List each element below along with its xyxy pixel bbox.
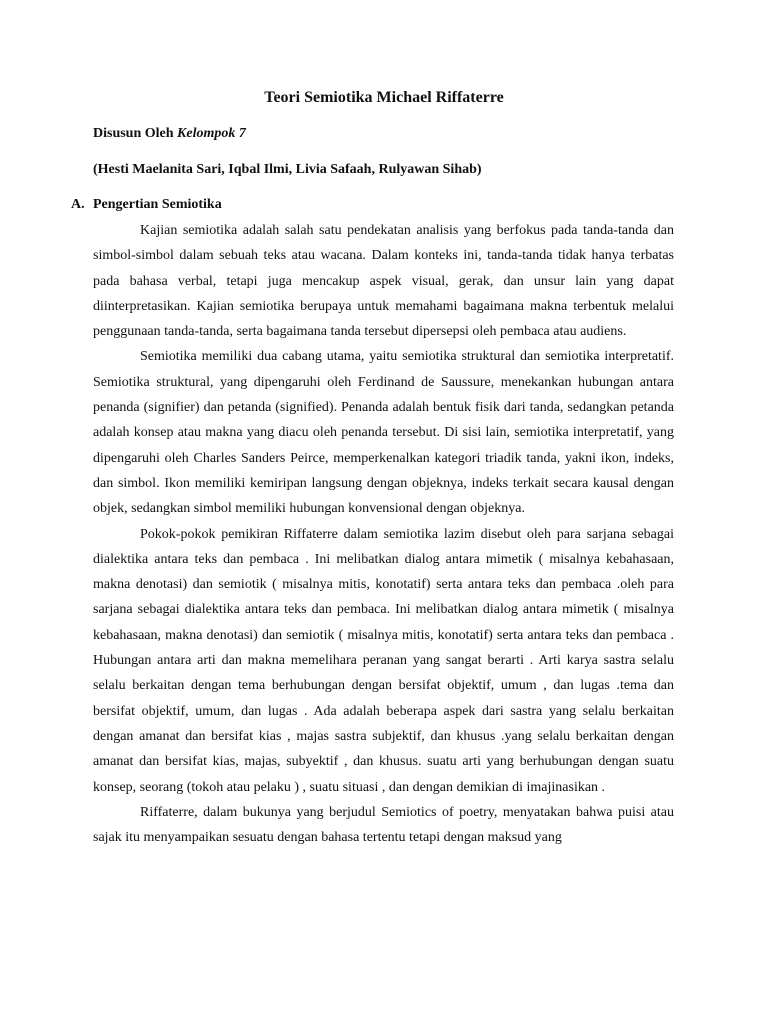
document-title: Teori Semiotika Michael Riffaterre	[264, 89, 504, 106]
author-line	[93, 124, 246, 144]
paragraph: Riffaterre, dalam bukunya yang berjudul Semiotics of poetry, menyatakan bahwa puisi atau sajak itu menyampaikan sesuatu dengan bahasa tertentu tetapi dengan maksud yang	[93, 804, 674, 846]
paragraph: Pokok-pokok pemikiran Riffaterre dalam semiotika lazim disebut oleh para sarjana sebagai dialektika antara teks dan pembaca . Ini melibatkan dialog antara mimetik ( misalnya kebahasaan, makna denotasi) dan semiotik ( misalnya mitis, konotatif) serta antara teks dan pembaca .oleh para sarjana sebagai dialektika antara teks dan pembaca. Ini melibatkan dialog antara mimetik ( misalnya kebahasaan, makna denotasi) dan semiotik ( misalnya mitis, konotatif) serta antara teks dan pembaca . Hubungan antara arti dan makna memelihara peranan yang sangat berarti . Arti karya sastra selalu selalu berkaitan dengan tema berhubungan dengan bersifat objektif, umum , dan lugas .tema dan bersifat objektif, umum, dan lugas . Ada adalah beberapa aspek dari sastra yang selalu berkaitan dengan amanat dan bersifat kias , majas sastra subjektif, dan khusus .yang selalu berkaitan dengan amanat dan bersifat kias, majas, subyektif , dan khusus. suatu arti yang berhubungan dengan suatu konsep, seorang (tokoh atau pelaku ) , suatu situasi , dan dengan demikian di imajinasikan .	[93, 526, 674, 795]
section-heading	[71, 195, 222, 215]
members-line: (Hesti Maelanita Sari, Iqbal Ilmi, Livia Safaah, Rulyawan Sihab)	[93, 162, 482, 177]
paragraph: Semiotika memiliki dua cabang utama, yaitu semiotika struktural dan semiotika interpretatif. Semiotika struktural, yang dipengaruhi oleh Ferdinand de Saussure, menekankan hubungan antara penanda (signifier) dan petanda (signified). Penanda adalah bentuk fisik dari tanda, sedangkan petanda adalah konsep atau makna yang diacu oleh penanda tersebut. Di sisi lain, semiotika interpretatif, yang dipengaruhi oleh Charles Sanders Peirce, memperkenalkan kategori triadik tanda, yakni ikon, indeks, dan simbol. Ikon memiliki kemiripan langsung dengan objeknya, indeks terkait secara kausal dengan objek, sedangkan simbol memiliki hubungan konvensional dengan objeknya.	[93, 349, 674, 517]
paragraph: Kajian semiotika adalah salah satu pendekatan analisis yang berfokus pada tanda-tanda dan simbol-simbol dalam sebuah teks atau wacana. Dalam konteks ini, tanda-tanda tidak hanya terbatas pada bahasa verbal, tetapi juga mencakup aspek visual, gerak, dan unsur lain yang dapat diinterpretasikan. Kajian semiotika berupaya untuk memahami bagaimana makna terbentuk melalui penggunaan tanda-tanda, serta bagaimana tanda tersebut dipersepsi oleh pembaca atau audiens.	[93, 223, 674, 340]
author-group: Kelompok 7	[177, 126, 246, 141]
author-prefix: Disusun Oleh	[93, 126, 178, 141]
section-title: Pengertian Semiotika	[93, 197, 222, 212]
section-marker: A.	[71, 197, 85, 212]
body-text	[93, 218, 674, 850]
